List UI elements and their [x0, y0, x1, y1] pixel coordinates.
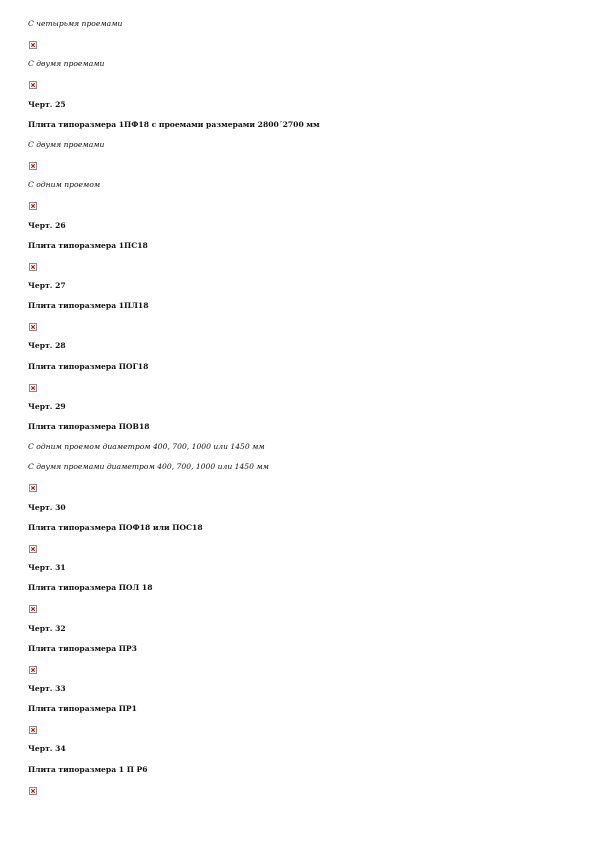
broken-image-icon [29, 545, 37, 553]
caption-variant: С двумя проемами [28, 140, 105, 149]
figure-title: Плита типоразмера 1ПС18 [28, 241, 148, 250]
broken-image-icon [29, 323, 37, 331]
broken-image-icon [29, 202, 37, 210]
figure-number: Черт. 32 [28, 624, 66, 633]
figure-number: Черт. 29 [28, 402, 66, 411]
figure-number: Черт. 30 [28, 503, 66, 512]
broken-image-icon [29, 605, 37, 613]
figure-title: Плита типоразмера ПОВ18 [28, 422, 150, 431]
figure-title: Плита типоразмера 1ПЛ18 [28, 301, 149, 310]
broken-image-icon [29, 787, 37, 795]
caption-variant: С двумя проемами диаметром 400, 700, 1000 или 1450 мм [28, 462, 269, 471]
broken-image-icon [29, 666, 37, 674]
caption-variant: С одним проемом [28, 180, 101, 189]
broken-image-icon [29, 484, 37, 492]
figure-number: Черт. 34 [28, 744, 66, 753]
broken-image-icon [29, 263, 37, 271]
figure-title: Плита типоразмера 1 П Р6 [28, 765, 148, 774]
figure-title: Плита типоразмера ПР3 [28, 644, 137, 653]
figure-number: Черт. 27 [28, 281, 66, 290]
caption-variant: С одним проемом диаметром 400, 700, 1000 или 1450 мм [28, 442, 265, 451]
caption-variant: С четырьмя проемами [28, 19, 123, 28]
figure-number: Черт. 28 [28, 341, 66, 350]
figure-title: Плита типоразмера ПОФ18 или ПОС18 [28, 523, 203, 532]
figure-number: Черт. 33 [28, 684, 66, 693]
figure-title: Плита типоразмера 1ПФ18 с проемами размерами 2800´2700 мм [28, 120, 320, 129]
figure-number: Черт. 25 [28, 100, 66, 109]
figure-number: Черт. 26 [28, 221, 66, 230]
broken-image-icon [29, 41, 37, 49]
broken-image-icon [29, 384, 37, 392]
figure-number: Черт. 31 [28, 563, 66, 572]
broken-image-icon [29, 726, 37, 734]
caption-variant: С двумя проемами [28, 59, 105, 68]
figure-title: Плита типоразмера ПОГ18 [28, 362, 149, 371]
broken-image-icon [29, 162, 37, 170]
figure-title: Плита типоразмера ПОЛ 18 [28, 583, 153, 592]
broken-image-icon [29, 81, 37, 89]
figure-title: Плита типоразмера ПР1 [28, 704, 137, 713]
